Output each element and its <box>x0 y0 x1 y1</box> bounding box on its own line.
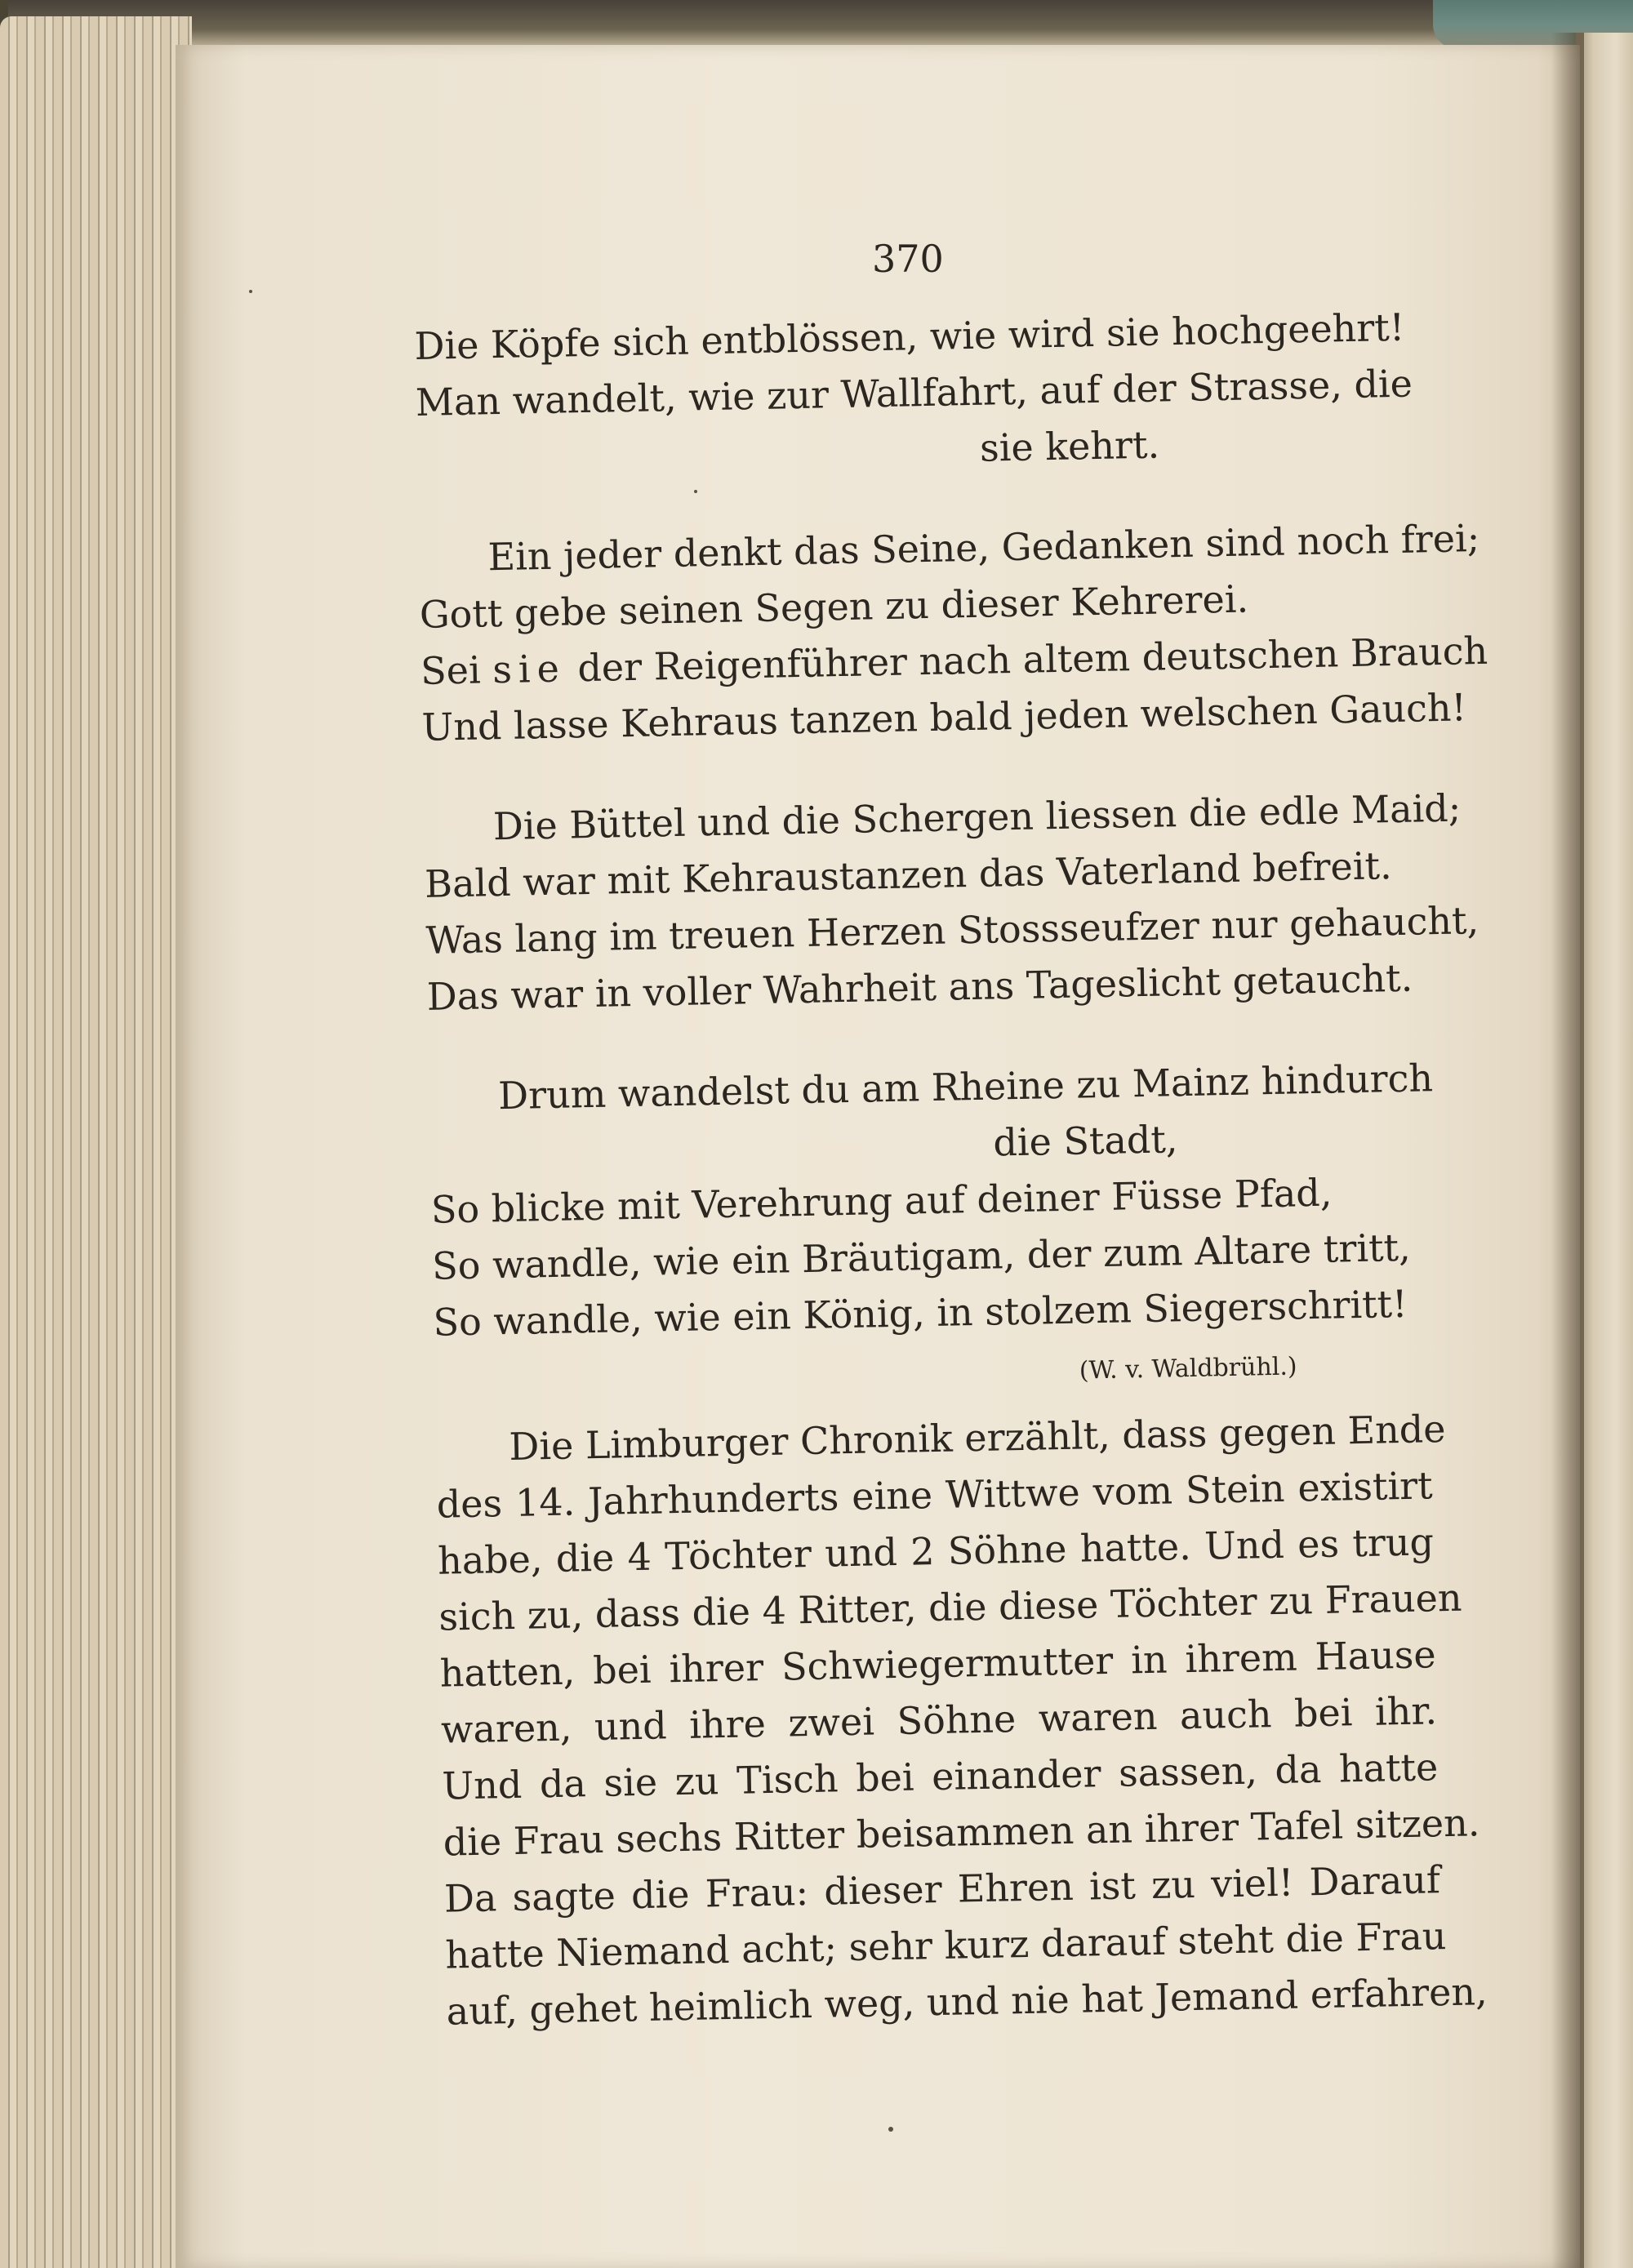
verse-line: Die Köpfe sich entblössen, wie wird sie hochgeehrt! <box>414 305 1405 368</box>
prose-paragraph <box>435 1401 1488 2040</box>
prose-line: hatte Niemand acht; sehr kurz darauf steht die Frau <box>444 1914 1447 1977</box>
stacked-page-edges <box>0 16 192 2268</box>
prose-line: Da sagte die Frau: dieser Ehren ist zu viel! Darauf <box>443 1857 1441 1921</box>
prose-line: des 14. Jahrhunderts eine Wittwe vom Stein existirt <box>436 1463 1434 1527</box>
verse-line: Man wandelt, wie zur Wallfahrt, auf der Strasse, die <box>415 361 1413 425</box>
prose-line: Und da sie zu Tisch bei einander sassen, da hatte <box>441 1745 1439 1808</box>
stanza-1 <box>414 299 1446 487</box>
verse-line: Gott gebe seinen Segen zu dieser Kehrerei. <box>419 576 1249 637</box>
verse-line: So wandle, wie ein König, in stolzem Siegerschritt! <box>433 1281 1408 1345</box>
verse-line: Und lasse Kehraus tanzen bald jeden welschen Gauch! <box>421 685 1467 749</box>
prose-line: habe, die 4 Töchter und 2 Söhne hatte. Und es trug <box>437 1519 1435 1583</box>
verse-line: Die Büttel und die Schergen liessen die edle Maid; <box>492 785 1462 849</box>
prose-line: waren, und ihre zwei Söhne waren auch bei ihr. <box>440 1688 1438 1752</box>
verse-line: So wandle, wie ein Bräutigam, der zum Altare tritt, <box>431 1225 1412 1288</box>
verse-line: Ein jeder denkt das Seine, Gedanken sind noch frei; <box>487 515 1480 580</box>
stanza-2 <box>418 511 1488 756</box>
ink-speck <box>249 290 252 293</box>
verse-continuation: die Stadt, <box>992 1117 1178 1165</box>
prose-line: hatten, bei ihrer Schwiegermutter in ihrem Hause <box>439 1632 1437 1696</box>
verse-line: Was lang im treuen Herzen Stossseufzer nur gehaucht, <box>425 898 1479 963</box>
prose-line: Die Limburger Chronik erzählt, dass gegen Ende <box>508 1406 1446 1469</box>
prose-line: sich zu, dass die 4 Ritter, die diese Töchter zu Frauen <box>438 1575 1462 1639</box>
prose-line: die Frau sechs Ritter beisammen an ihrer Tafel sitzen. <box>443 1800 1480 1865</box>
stanza-3 <box>423 780 1479 1025</box>
verse-line: Drum wandelst du am Rheine zu Mainz hindurch <box>497 1056 1434 1118</box>
stanza-4 <box>429 1050 1462 1351</box>
facing-page-edge <box>1576 33 1633 2268</box>
verse-continuation: sie kehrt. <box>979 422 1160 470</box>
page-number: 370 <box>872 237 944 281</box>
verse-text: Sei <box>420 647 493 693</box>
emphasized-word: sie <box>492 646 567 692</box>
verse-line: Bald war mit Kehraustanzen das Vaterland befreit. <box>424 843 1393 906</box>
book-top-edge <box>8 0 1633 49</box>
ink-speck <box>694 490 697 493</box>
verse-text: der Reigenführer nach altem deutschen Brauch <box>565 628 1488 691</box>
verse-line: So blicke mit Verehrung auf deiner Füsse Pfad, <box>430 1170 1333 1232</box>
ink-speck <box>888 2127 893 2132</box>
prose-line: auf, gehet heimlich weg, und nie hat Jemand erfahren, <box>446 1969 1488 2034</box>
verse-line: Das war in voller Wahrheit ans Tageslicht getaucht. <box>426 955 1413 1019</box>
poem-attribution: (W. v. Waldbrühl.) <box>1079 1352 1297 1385</box>
binding-shadow <box>1551 33 1584 2268</box>
